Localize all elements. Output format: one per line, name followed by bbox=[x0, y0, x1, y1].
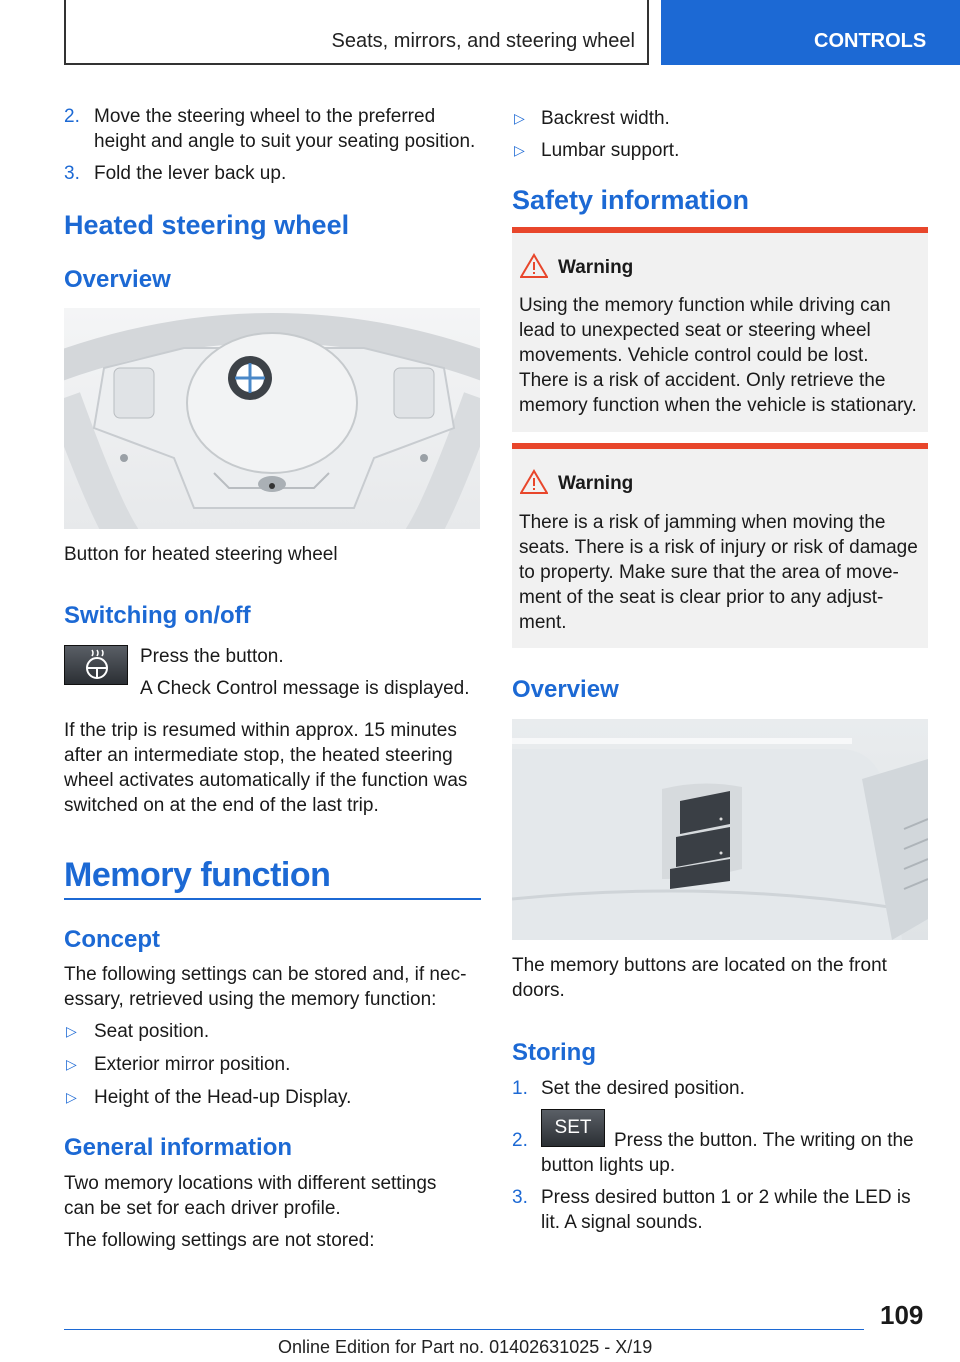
paragraph-line: after an intermediate stop, the heated steering bbox=[64, 745, 453, 766]
heading-general-information: General information bbox=[64, 1134, 293, 1161]
warning-text: memory function when the vehicle is stationary. bbox=[519, 395, 917, 416]
step-text: Move the steering wheel to the preferred bbox=[94, 106, 436, 127]
warning-box bbox=[512, 443, 928, 648]
footer-edition: Online Edition for Part no. 01402631025 - X/19 bbox=[278, 1337, 653, 1357]
step-text: Fold the lever back up. bbox=[94, 163, 287, 184]
image-caption: Button for heated steering wheel bbox=[64, 544, 338, 565]
warning-text: There is a risk of jamming when moving the bbox=[519, 512, 886, 533]
bullet-icon: ▷ bbox=[66, 1089, 77, 1105]
heading-concept: Concept bbox=[64, 926, 160, 953]
heading-heated-steering-wheel: Heated steering wheel bbox=[64, 210, 350, 240]
paragraph-line: Two memory locations with different settings bbox=[64, 1173, 437, 1194]
step-text: height and angle to suit your seating position. bbox=[94, 131, 476, 152]
image-caption: doors. bbox=[512, 980, 565, 1001]
step-text: Set the desired position. bbox=[541, 1078, 745, 1099]
heated-steering-wheel-button-icon bbox=[64, 645, 128, 685]
warning-text: ment. bbox=[519, 612, 567, 633]
step-number: 2. bbox=[64, 106, 80, 127]
step-text: button lights up. bbox=[541, 1155, 676, 1176]
warning-text: Using the memory function while driving can bbox=[519, 295, 891, 316]
paragraph-line: essary, retrieved using the memory function: bbox=[64, 989, 437, 1010]
warning-text: seats. There is a risk of injury or risk of damage bbox=[519, 537, 918, 558]
header-section-box bbox=[64, 0, 649, 65]
header-chapter-title: CONTROLS bbox=[814, 30, 927, 52]
heading-overview: Overview bbox=[512, 676, 619, 703]
list-item: Seat position. bbox=[94, 1021, 210, 1042]
paragraph-line: If the trip is resumed within approx. 15 minutes bbox=[64, 720, 457, 741]
header-section-title: Seats, mirrors, and steering wheel bbox=[331, 30, 635, 52]
step-text: Press desired button 1 or 2 while the LED is bbox=[541, 1187, 911, 1208]
paragraph-line: switched on at the end of the last trip. bbox=[64, 795, 379, 816]
list-item: Exterior mirror position. bbox=[94, 1054, 291, 1075]
footer-rule bbox=[64, 1329, 864, 1330]
bullet-icon: ▷ bbox=[514, 142, 525, 158]
warning-triangle-icon bbox=[520, 469, 548, 495]
heading-storing: Storing bbox=[512, 1039, 596, 1066]
step-number: 2. bbox=[512, 1130, 528, 1151]
heading-memory-function: Memory function bbox=[64, 856, 331, 894]
list-item: Lumbar support. bbox=[541, 140, 680, 161]
step-number: 3. bbox=[64, 163, 80, 184]
paragraph-line: The following settings can be stored and, if nec- bbox=[64, 964, 467, 985]
warning-text: movements. Vehicle control could be lost. bbox=[519, 345, 869, 366]
step-number: 1. bbox=[512, 1078, 528, 1099]
instruction-text: Press the button. bbox=[140, 646, 284, 667]
warning-box bbox=[512, 227, 928, 432]
warning-text: ment of the seat is clear prior to any adjust- bbox=[519, 587, 884, 608]
heading-switching-on-off: Switching on/off bbox=[64, 602, 251, 629]
warning-triangle-icon bbox=[520, 253, 548, 279]
heading-rule bbox=[64, 898, 481, 900]
bullet-icon: ▷ bbox=[514, 110, 525, 126]
header-chapter-box bbox=[661, 0, 960, 65]
steering-wheel-image bbox=[64, 308, 480, 529]
warning-text: lead to unexpected seat or steering wheel bbox=[519, 320, 871, 341]
bullet-icon: ▷ bbox=[66, 1023, 77, 1039]
warning-text: There is a risk of accident. Only retrieve the bbox=[519, 370, 886, 391]
paragraph-line: The following settings are not stored: bbox=[64, 1230, 375, 1251]
paragraph-line: can be set for each driver profile. bbox=[64, 1198, 341, 1219]
warning-text: to property. Make sure that the area of move- bbox=[519, 562, 899, 583]
list-item: Height of the Head-up Display. bbox=[94, 1087, 352, 1108]
instruction-text: A Check Control message is displayed. bbox=[140, 678, 470, 699]
list-item: Backrest width. bbox=[541, 108, 670, 129]
warning-title: Warning bbox=[558, 257, 634, 278]
paragraph-line: wheel activates automatically if the function was bbox=[64, 770, 468, 791]
heading-overview: Overview bbox=[64, 266, 171, 293]
step-text: Press the button. The writing on the bbox=[614, 1130, 914, 1151]
image-caption: The memory buttons are located on the front bbox=[512, 955, 887, 976]
page-number: 109 bbox=[880, 1300, 924, 1330]
heading-safety-information: Safety information bbox=[512, 185, 750, 215]
door-memory-buttons-image bbox=[512, 719, 928, 940]
set-button-icon: SET bbox=[541, 1109, 605, 1147]
warning-title: Warning bbox=[558, 473, 634, 494]
step-number: 3. bbox=[512, 1187, 528, 1208]
bullet-icon: ▷ bbox=[66, 1056, 77, 1072]
step-text: lit. A signal sounds. bbox=[541, 1212, 703, 1233]
